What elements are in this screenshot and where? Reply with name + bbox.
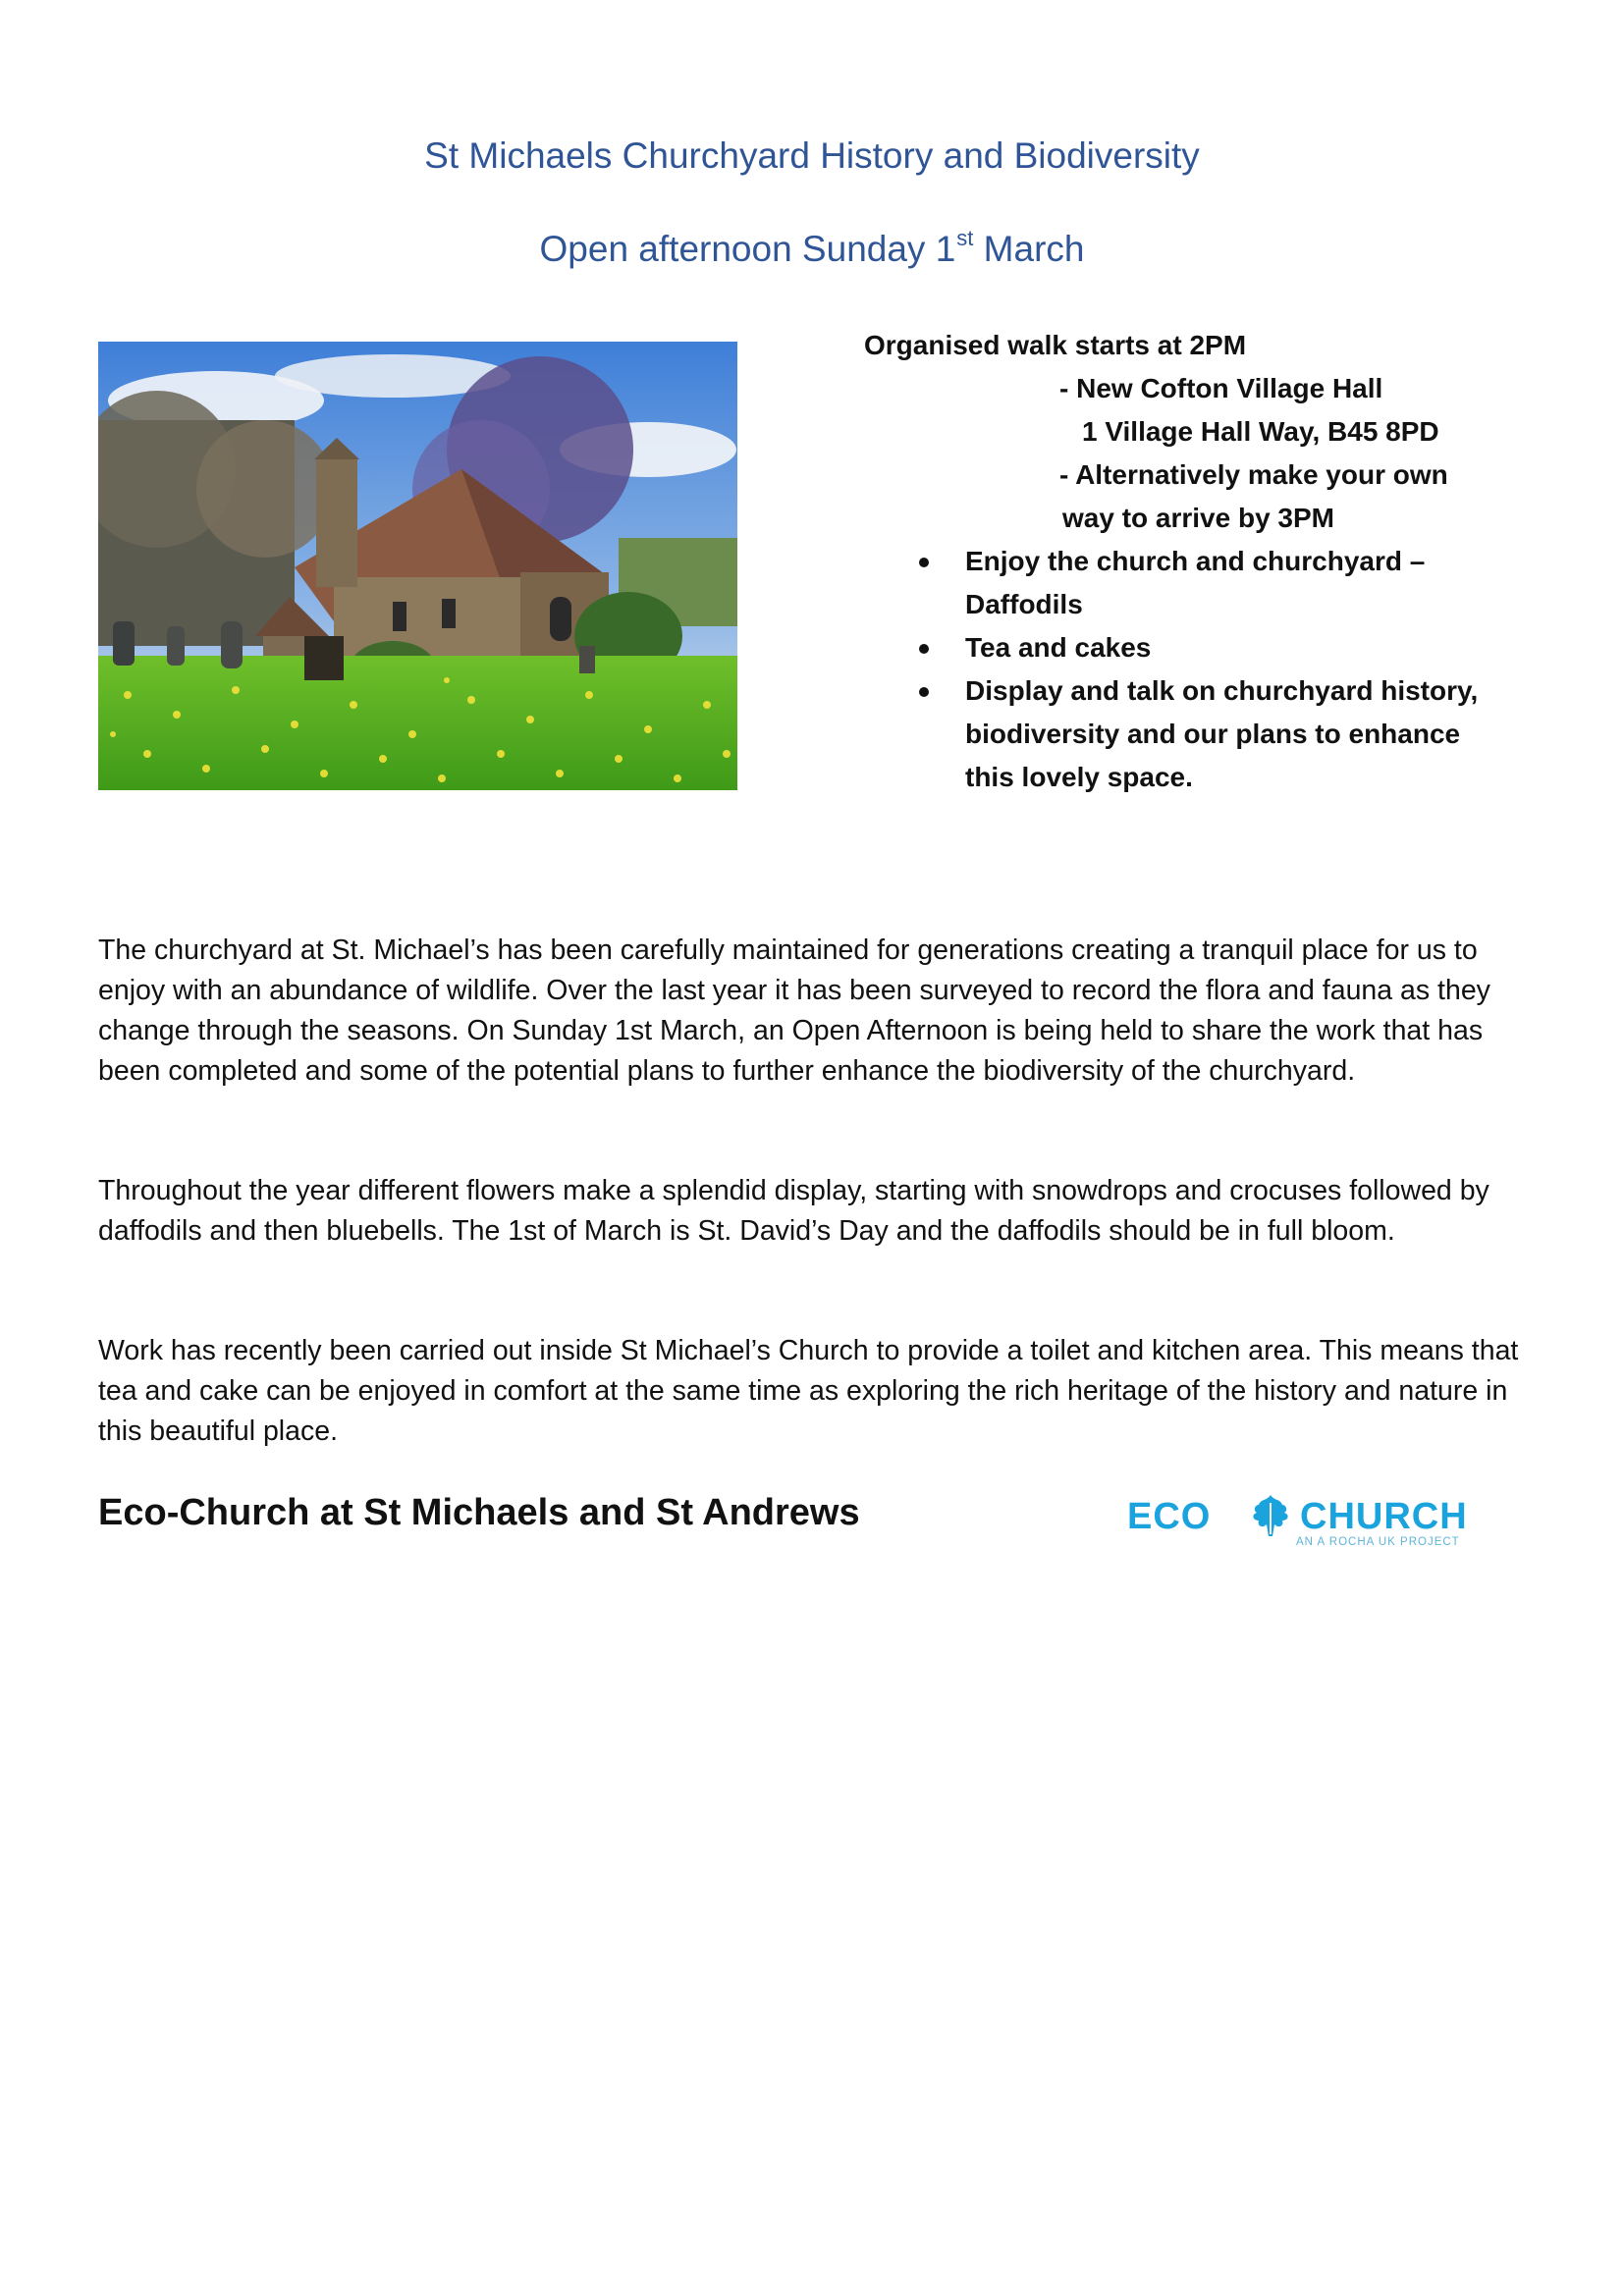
logo-word-eco: ECO bbox=[1127, 1496, 1212, 1537]
page-title: St Michaels Churchyard History and Biodiversity bbox=[424, 135, 1200, 176]
bullet-icon bbox=[919, 644, 929, 654]
list-item bbox=[864, 540, 1551, 626]
church-photo bbox=[98, 342, 737, 790]
bullet-icon bbox=[919, 558, 929, 567]
list-item bbox=[864, 626, 1551, 669]
event-details bbox=[864, 324, 1551, 799]
venue-name: - New Cofton Village Hall bbox=[1059, 373, 1383, 403]
logo-tagline: AN A ROCHA UK PROJECT bbox=[1296, 1536, 1460, 1548]
list-item-text: Daffodils bbox=[965, 589, 1083, 619]
list-item-text: this lovely space. bbox=[965, 762, 1193, 792]
oak-leaf-icon bbox=[1247, 1493, 1294, 1538]
paragraph-flowers: Throughout the year different flowers make a splendid display, starting with snowdrops and crocuses followed by daffodils and then bluebells. The 1st of March is St. David’s Day and the daffodils should be in full bloom. bbox=[98, 1175, 1489, 1247]
venue-address: 1 Village Hall Way, B45 8PD bbox=[1082, 416, 1439, 447]
list-item bbox=[864, 669, 1551, 799]
subtitle-month: March bbox=[973, 229, 1085, 269]
alternative-arrival-time: way to arrive by 3PM bbox=[1062, 503, 1335, 533]
bullet-icon bbox=[919, 687, 929, 697]
walk-start-time: Organised walk starts at 2PM bbox=[864, 330, 1247, 360]
paragraph-churchyard: The churchyard at St. Michael’s has been carefully maintained for generations creating a tranquil place for us to enjoy with an abundance of wildlife. Over the last year it has been surveyed to record the flora and fauna as they change through the seasons. On Sunday 1st March, an Open Afternoon is being held to share the work that has been completed and some of the potential plans to further enhance the biodiversity of the churchyard. bbox=[98, 934, 1490, 1087]
list-item-text: Display and talk on churchyard history, bbox=[965, 675, 1479, 706]
activity-list bbox=[864, 540, 1551, 799]
eco-church-logo bbox=[1127, 1497, 1510, 1550]
list-item-text: Enjoy the church and churchyard – bbox=[965, 546, 1426, 576]
paragraph-facilities: Work has recently been carried out inside St Michael’s Church to provide a toilet and kitchen area. This means that tea and cake can be enjoyed in comfort at the same time as exploring the rich heritage of the history and nature in this beautiful place. bbox=[98, 1335, 1519, 1447]
alternative-arrival: - Alternatively make your own bbox=[1059, 459, 1448, 490]
eco-church-heading: Eco-Church at St Michaels and St Andrews bbox=[98, 1492, 860, 1533]
subtitle-ordinal: st bbox=[956, 226, 974, 250]
list-item-text: Tea and cakes bbox=[965, 632, 1152, 663]
subtitle-text: Open afternoon Sunday 1 bbox=[539, 229, 956, 269]
list-item-text: biodiversity and our plans to enhance bbox=[965, 719, 1461, 749]
page-subtitle bbox=[0, 226, 1624, 270]
logo-word-church: CHURCH bbox=[1300, 1496, 1468, 1537]
